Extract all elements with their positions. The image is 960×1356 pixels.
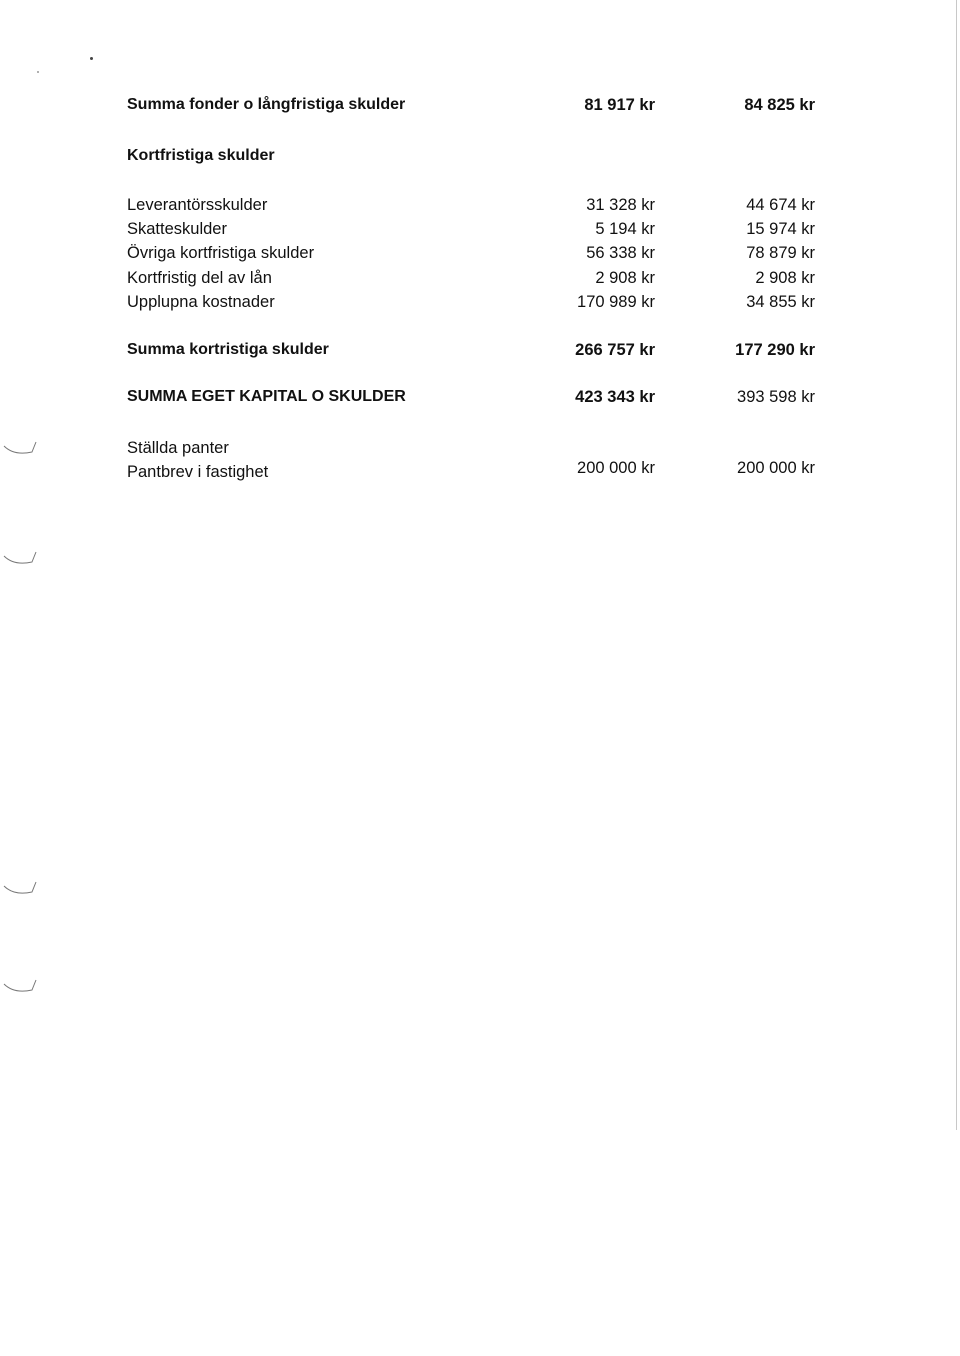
current-year-value: 200 000 kr — [577, 459, 655, 477]
row-label: Summa fonder o långfristiga skulder — [127, 96, 406, 113]
scan-speck — [90, 57, 93, 60]
previous-year-value: 78 879 kr — [746, 244, 815, 262]
row-label: Övriga kortfristiga skulder — [127, 244, 315, 262]
pledged-heading-row — [0, 436, 960, 460]
current-year-value: 170 989 kr — [577, 293, 655, 311]
table-row — [0, 241, 960, 265]
previous-year-value: 84 825 kr — [744, 96, 815, 114]
punch-hole-mark — [2, 550, 38, 570]
row-label: Pantbrev i fastighet — [127, 463, 269, 481]
section-heading: Kortfristiga skulder — [127, 147, 275, 164]
punch-hole-mark — [2, 978, 38, 998]
section-heading: Ställda panter — [127, 439, 229, 457]
current-year-value: 5 194 kr — [595, 220, 655, 238]
table-row — [0, 266, 960, 290]
previous-year-value: 177 290 kr — [735, 341, 815, 359]
current-year-value: 56 338 kr — [586, 244, 655, 262]
previous-year-value: 34 855 kr — [746, 293, 815, 311]
summary-total-row — [0, 385, 960, 409]
previous-year-value: 44 674 kr — [746, 196, 815, 214]
previous-year-value: 15 974 kr — [746, 220, 815, 238]
row-label: Summa kortristiga skulder — [127, 341, 329, 358]
table-row — [0, 217, 960, 241]
current-year-value: 2 908 kr — [595, 269, 655, 287]
row-label: Skatteskulder — [127, 220, 227, 238]
current-year-value: 266 757 kr — [575, 341, 655, 359]
current-year-value: 423 343 kr — [575, 388, 655, 406]
summary-long-term-row — [0, 93, 960, 117]
pledged-row — [0, 460, 960, 484]
previous-year-value: 393 598 kr — [737, 388, 815, 406]
scan-edge-line — [956, 0, 957, 1130]
scan-speck — [37, 71, 39, 73]
previous-year-value: 200 000 kr — [737, 459, 815, 477]
section-heading-row — [0, 144, 960, 168]
row-label: Leverantörsskulder — [127, 196, 268, 214]
current-year-value: 31 328 kr — [586, 196, 655, 214]
row-label: SUMMA EGET KAPITAL O SKULDER — [127, 388, 406, 405]
punch-hole-mark — [2, 880, 38, 900]
current-year-value: 81 917 kr — [584, 96, 655, 114]
row-label: Kortfristig del av lån — [127, 269, 272, 287]
table-row — [0, 193, 960, 217]
previous-year-value: 2 908 kr — [755, 269, 815, 287]
summary-short-term-row — [0, 338, 960, 362]
table-row — [0, 290, 960, 314]
row-label: Upplupna kostnader — [127, 293, 275, 311]
